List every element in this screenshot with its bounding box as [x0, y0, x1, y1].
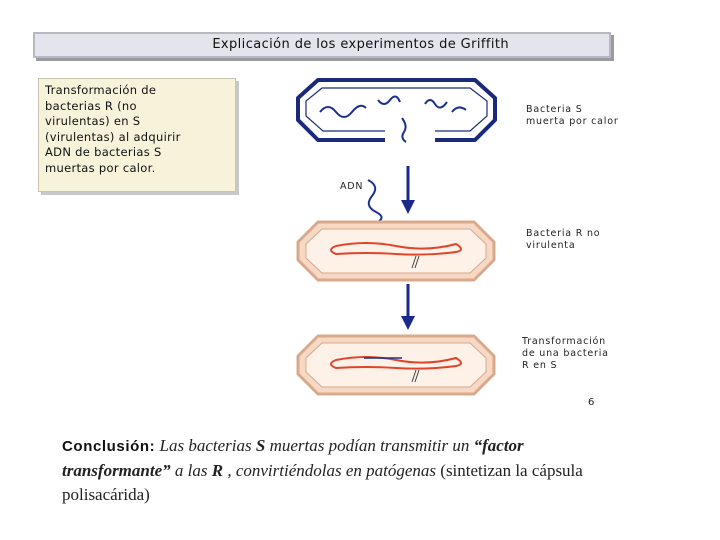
cell-r-transformed — [298, 336, 494, 394]
page-number: 6 — [588, 397, 595, 408]
conclusion-text-4: , convirtiéndolas en patógenas — [223, 461, 437, 480]
cell-r-non-virulent — [298, 222, 494, 280]
label-adn: ADN — [340, 181, 364, 192]
arrow-down-2 — [401, 284, 415, 330]
conclusion-factor: “factor transformante” — [62, 436, 524, 480]
arrow-down-1 — [401, 166, 415, 214]
conclusion-r-letter: R — [211, 461, 224, 480]
conclusion-s-letter: S — [255, 436, 266, 455]
cell-s-heat-killed — [298, 80, 495, 142]
conclusion-text-2: muertas podían transmitir un — [265, 436, 474, 455]
dna-fragment — [368, 180, 382, 224]
conclusion-text-1: Las bacterias — [155, 436, 256, 455]
diagram-title: Explicación de los experimentos de Griffith — [212, 37, 509, 52]
label-transformacion: Transformación de una bacteria R en S — [522, 336, 609, 371]
conclusion-text-3: a las — [170, 461, 212, 480]
conclusion-paragraph — [62, 434, 622, 507]
label-bacteria-r: Bacteria R no virulenta — [526, 228, 601, 251]
conclusion-text-5: (sintetizan la cápsula polisacárida) — [62, 461, 583, 504]
explanation-text: Transformación de bacterias R (no virulentas) en S (virulentas) al adquirir ADN de bacterias S muertas por calor. — [45, 83, 181, 175]
label-bacteria-s: Bacteria S muerta por calor — [526, 104, 619, 127]
conclusion-label: Conclusión: — [62, 438, 156, 455]
